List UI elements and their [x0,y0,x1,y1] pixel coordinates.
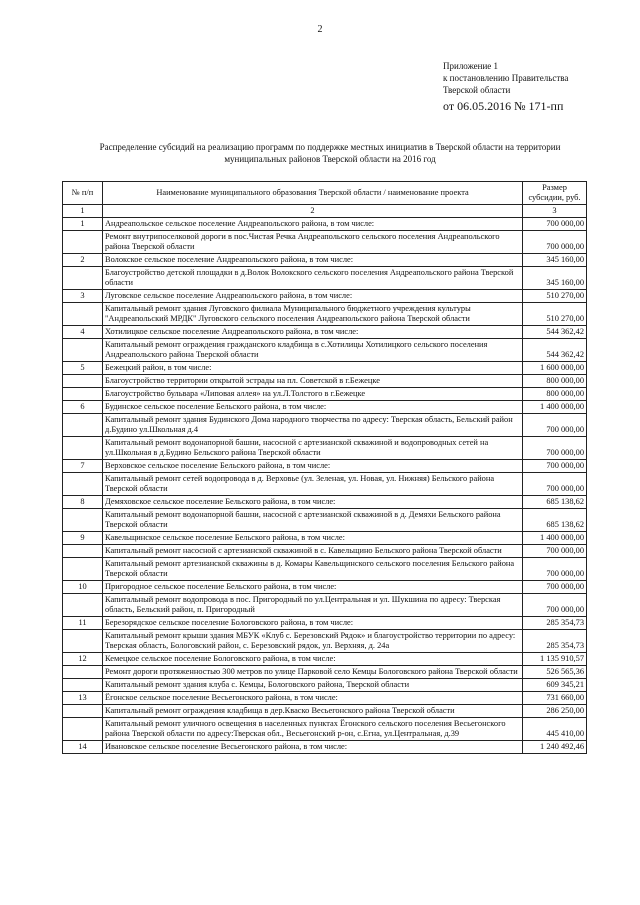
table-row [63,290,587,303]
row-amount: 700 000,00 [523,558,587,581]
row-name: Верховское сельское поселение Бельского района, в том числе: [103,460,523,473]
row-number [63,388,103,401]
row-number [63,339,103,362]
table-row [63,496,587,509]
row-number [63,705,103,718]
row-number: 10 [63,581,103,594]
row-name: Капитальный ремонт здания клуба с. Кемцы, Бологовского района, Тверской области [103,679,523,692]
row-number [63,231,103,254]
row-name: Андреапольское сельское поселение Андреапольского района, в том числе: [103,218,523,231]
row-name: Будинское сельское поселение Бельского района, в том числе: [103,401,523,414]
row-amount: 285 354,73 [523,617,587,630]
table-row [63,692,587,705]
row-amount: 345 160,00 [523,254,587,267]
table-row [63,545,587,558]
header-amount: Размер субсидии, руб. [523,182,587,205]
row-name: Капитальный ремонт ограждения кладбища в дер.Кваско Весьегонского района Тверской области [103,705,523,718]
row-number [63,414,103,437]
row-amount: 445 410,00 [523,718,587,741]
row-name: Ремонт дороги протяженностью 300 метров по улице Парковой село Кемцы Бологовского района Тверской области [103,666,523,679]
row-name: Капитальный ремонт здания Будинского Дома народного творчества по адресу: Тверская область, Бельский район д.Будино ул.Школьная д.4 [103,414,523,437]
row-number [63,545,103,558]
table-row [63,401,587,414]
row-amount: 544 362,42 [523,326,587,339]
row-number: 7 [63,460,103,473]
row-amount: 1 400 000,00 [523,532,587,545]
row-amount: 1 600 000,00 [523,362,587,375]
row-amount: 731 660,00 [523,692,587,705]
row-name: Волокское сельское поселение Андреапольского района, в том числе: [103,254,523,267]
row-number: 14 [63,741,103,754]
row-amount: 685 138,62 [523,496,587,509]
row-amount: 345 160,00 [523,267,587,290]
row-name: Хотилицкое сельское поселение Андреапольского района, в том числе: [103,326,523,339]
row-name: Капитальный ремонт ограждения гражданского кладбища в с.Хотилицы Хотилицкого сельского поселения Андреапольского района Тверской области [103,339,523,362]
row-amount: 800 000,00 [523,375,587,388]
table-row [63,653,587,666]
row-amount: 526 565,36 [523,666,587,679]
header-number: № п/п [63,182,103,205]
row-amount: 510 270,00 [523,303,587,326]
table-row [63,267,587,290]
row-number: 6 [63,401,103,414]
table-row [63,218,587,231]
table-row [63,558,587,581]
table-row [63,473,587,496]
table-row [63,617,587,630]
table-row [63,303,587,326]
row-number [63,267,103,290]
table-row [63,375,587,388]
row-name: Ивановское сельское поселение Весьегонского района, в том числе: [103,741,523,754]
row-number [63,437,103,460]
row-name: Ремонт внутрипоселковой дороги в пос.Чистая Речка Андреапольского сельского поселения Андреапольского района Тверской области [103,231,523,254]
document-title: Распределение субсидий на реализацию программ по поддержке местных инициатив в Тверской области на территории муниципальных районов Тверской области на 2016 год [99,142,561,164]
row-amount: 700 000,00 [523,545,587,558]
table-row [63,231,587,254]
row-name: Капитальный ремонт крыши здания МБУК «Клуб с. Березовский Рядок» и благоустройство территории по адресу: Тверская область, Бологовский район, с. Березовский рядок, ул. Верхняя, д. 24а [103,630,523,653]
index-cell: 1 [63,205,103,218]
row-amount: 285 354,73 [523,630,587,653]
row-number: 5 [63,362,103,375]
row-number: 8 [63,496,103,509]
row-number: 12 [63,653,103,666]
row-amount: 700 000,00 [523,437,587,460]
row-amount: 1 400 000,00 [523,401,587,414]
row-number [63,473,103,496]
table-row [63,509,587,532]
row-number [63,718,103,741]
row-name: Капитальный ремонт насосной с артезианской скважиной в с. Кавельщино Бельского района Тверской области [103,545,523,558]
table-header-row [63,182,587,205]
row-amount: 700 000,00 [523,581,587,594]
table-row [63,741,587,754]
row-number: 1 [63,218,103,231]
appendix-line-2: к постановлению Правительства [443,73,569,83]
row-amount: 544 362,42 [523,339,587,362]
row-name: Благоустройство бульвара «Липовая аллея» на ул.Л.Толстого в г.Бежецке [103,388,523,401]
table-row [63,705,587,718]
row-name: Кемецкое сельское поселение Бологовского района, в том числе: [103,653,523,666]
row-name: Луговское сельское поселение Андреапольского района, в том числе: [103,290,523,303]
row-name: Капитальный ремонт водопровода в пос. Пригородный по ул.Центральная и ул. Шукшина по адресу: Тверская область, Бельский район, п. Пригородный [103,594,523,617]
row-name: Капитальный ремонт сетей водопровода в д. Верховье (ул. Зеленая, ул. Новая, ул. Нижняя) Бельского района Тверской области [103,473,523,496]
table-row [63,630,587,653]
row-amount: 700 000,00 [523,231,587,254]
table-row [63,414,587,437]
row-amount: 800 000,00 [523,388,587,401]
header-name: Наименование муниципального образования Тверской области / наименование проекта [103,182,523,205]
table-row [63,594,587,617]
table-index-row [63,205,587,218]
row-name: Капитальный ремонт водонапорной башни, насосной с артезианской скважиной и водопроводных сетей на ул.Школьная в д.Будино Бельского района Тверской области [103,437,523,460]
appendix-line-3: Тверской области [443,85,511,95]
table-row [63,326,587,339]
row-amount: 700 000,00 [523,473,587,496]
row-name: Капитальный ремонт уличного освещения в населенных пунктах Ёгонского сельского поселения Весьегонского района Тверской области по адресу:Тверская обл., Весьегонский р-он, с.Егна, ул.Центральная, д.39 [103,718,523,741]
row-name: Ёгонское сельское поселение Весьегонского района, в том числе: [103,692,523,705]
row-name: Пригородное сельское поселение Бельского района, в том числе: [103,581,523,594]
row-number [63,594,103,617]
page-number: 2 [317,24,323,35]
table-row [63,718,587,741]
row-number [63,558,103,581]
row-number [63,679,103,692]
appendix-line-1: Приложение 1 [443,61,499,71]
table-row [63,339,587,362]
row-number: 4 [63,326,103,339]
row-amount: 700 000,00 [523,460,587,473]
row-amount: 1 135 910,57 [523,653,587,666]
row-number [63,509,103,532]
table-row [63,437,587,460]
row-name: Благоустройство детской площадки в д.Волок Волокского сельского поселения Андреапольского района Тверской области [103,267,523,290]
row-name: Капитальный ремонт здания Луговского филиала Муниципального бюджетного учреждения культуры "Андреапольский МРДК" Луговского сельского поселения Андреапольского района Тверской области [103,303,523,326]
appendix-block [443,60,568,112]
table-row [63,532,587,545]
row-amount: 685 138,62 [523,509,587,532]
row-number: 3 [63,290,103,303]
index-cell: 2 [103,205,523,218]
row-number [63,666,103,679]
row-name: Капитальный ремонт артезианской скважины в д. Комары Кавельщинского сельского поселения Бельского района Тверской области [103,558,523,581]
row-number [63,630,103,653]
row-amount: 286 250,00 [523,705,587,718]
table-row [63,388,587,401]
index-cell: 3 [523,205,587,218]
row-amount: 609 345,21 [523,679,587,692]
row-number [63,375,103,388]
row-name: Капитальный ремонт водонапорной башни, насосной с артезианской скважиной в д. Демяхи Бельского района Тверской области [103,509,523,532]
row-name: Кавельщинское сельское поселение Бельского района, в том числе: [103,532,523,545]
table-row [63,254,587,267]
row-number: 13 [63,692,103,705]
row-name: Березорядское сельское поселение Бологовского района, в том числе: [103,617,523,630]
subsidy-table [62,181,587,754]
row-number: 11 [63,617,103,630]
table-row [63,666,587,679]
row-amount: 700 000,00 [523,218,587,231]
table-row [63,362,587,375]
row-name: Бежецкий район, в том числе: [103,362,523,375]
row-number: 9 [63,532,103,545]
row-number: 2 [63,254,103,267]
row-amount: 510 270,00 [523,290,587,303]
row-amount: 700 000,00 [523,594,587,617]
row-number [63,303,103,326]
row-amount: 1 240 492,46 [523,741,587,754]
appendix-date: от 06.05.2016 № 171-пп [443,99,564,113]
row-name: Демяховское сельское поселение Бельского района, в том числе: [103,496,523,509]
table-row [63,679,587,692]
row-amount: 700 000,00 [523,414,587,437]
row-name: Благоустройство территории открытой эстрады на пл. Советской в г.Бежецке [103,375,523,388]
table-row [63,581,587,594]
table-row [63,460,587,473]
